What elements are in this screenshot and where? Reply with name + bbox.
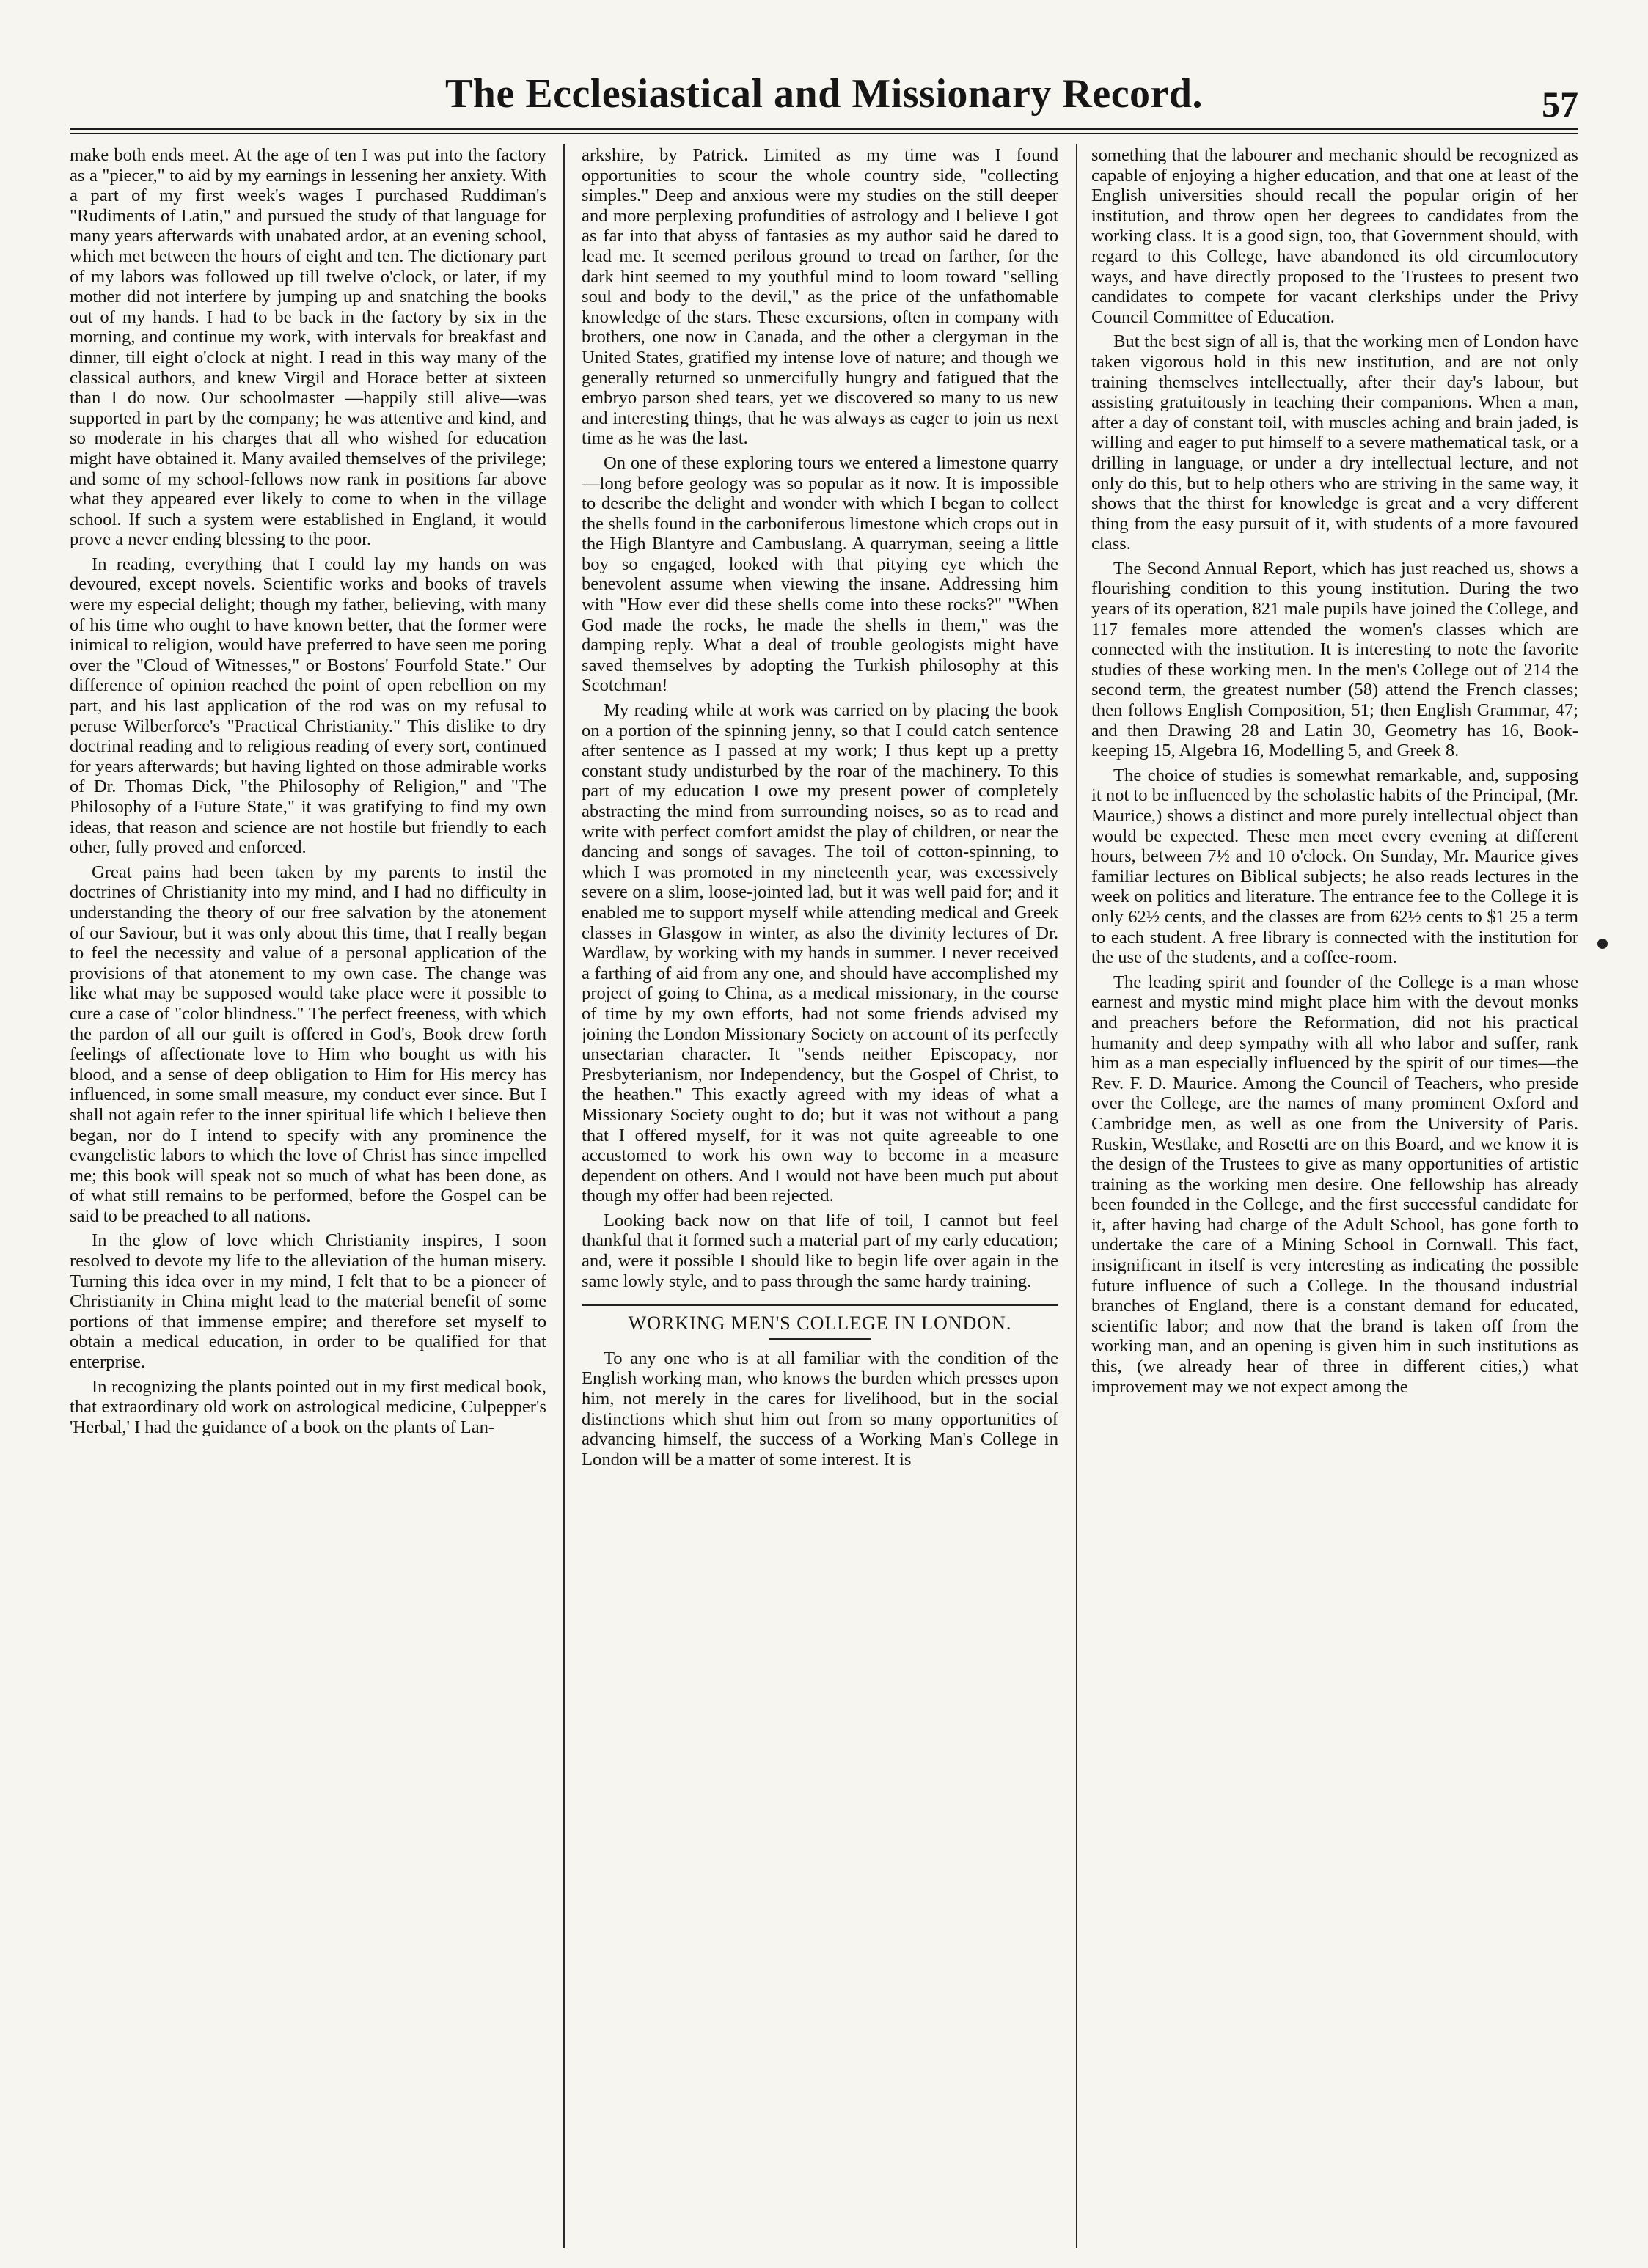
paragraph: In the glow of love which Christianity inspires, I soon resolved to devote my life to the alleviation of the human misery. Turning this idea over in my mind, I felt that to be a pioneer of Christianity in China might lead to the material benefit of some portions of that immense empire; and therefore set myself to obtain a medical education, in order to be qualified for that enterprise.	[70, 1230, 546, 1373]
section-rule	[582, 1304, 1058, 1306]
paragraph: make both ends meet. At the age of ten I was put into the factory as a "piecer," to aid by my earnings in lessening her anxiety. With a part of my first week's wages I purchased Ruddiman's "Rudiments of Latin," and pursued the study of that language for many years afterwards with unabated ardor, at an evening school, which met between the hours of eight and ten. The dictionary part of my labors was followed up till twelve o'clock, or later, if my mother did not interfere by jumping up and snatching the books out of my hands. I had to be back in the factory by six in the morning, and continue my work, with intervals for breakfast and dinner, till eight o'clock at night. I read in this way many of the classical authors, and knew Virgil and Horace better at sixteen than I do now. Our schoolmaster —happily still alive—was supported in part by the company; he was attentive and kind, and so moderate in his charges that all who wished for education might have obtained it. Many availed themselves of the privilege; and some of my school-fellows now rank in positions far above what they appeared ever likely to come to when in the village school. If such a system were established in England, it would prove a never ending blessing to the poor.	[70, 145, 546, 550]
paragraph: To any one who is at all familiar with the condition of the English working man, who knows the burden which presses upon him, not merely in the cares for livelihood, but in the social distinctions which shut him out from so many opportunities of advancing himself, the success of a Working Man's College in London will be a matter of some interest. It is	[582, 1348, 1058, 1469]
column-1	[70, 145, 546, 2250]
column-divider	[1076, 144, 1077, 2248]
section-rule-short	[769, 1338, 871, 1340]
paragraph: But the best sign of all is, that the working men of London have taken vigorous hold in this new institution, and are not only training themselves intellectually, after their day's labour, but assisting gratuitously in teaching their companions. When a man, after a day of constant toil, with muscles aching and brain jaded, is willing and eager to put himself to a severe mathematical task, or a drilling in language, or under a dry intellectual lecture, and not only do this, but to help others who are striving in the same way, it shows that the thirst for knowledge is great and a very different thing from the easy pursuit of it, with students of a more favoured class.	[1091, 331, 1578, 554]
paragraph: The leading spirit and founder of the College is a man whose earnest and mystic mind might place him with the devout monks and preachers before the Reformation, did not his practical humanity and deep sympathy with all who labor and suffer, rank him as a man especially influenced by the spirit of our times—the Rev. F. D. Maurice. Among the Council of Teachers, who preside over the College, are the names of many prominent Oxford and Cambridge men, as well as one from the University of Paris. Ruskin, Westlake, and Rosetti are on this Board, and we know it is the design of the Trustees to give as many opportunities of artistic training as the working men desire. One fellowship has already been founded in the College, and the first successful candidate for it, after having had charge of the Adult School, has gone forth to undertake the care of a Mining School in Cornwall. This fact, insignificant in itself is very interesting as indicating the possible future influence of such a College. In the thousand industrial branches of England, there is a constant demand for educated, scientific labor; and now that the brand is taken off from the working man, and an opening is given him in such institutions as this, (we already hear of three in different cities,) what improvement may we not expect among the	[1091, 972, 1578, 1397]
column-divider	[563, 144, 565, 2248]
paragraph: In recognizing the plants pointed out in my first medical book, that extraordinary old work on astrological medicine, Culpepper's 'Herbal,' I had the guidance of a book on the plants of Lan-	[70, 1376, 546, 1437]
paragraph: something that the labourer and mechanic should be recognized as capable of enjoying a higher education, and that one at least of the English universities should recall the popular origin of her institution, and throw open her degrees to candidates from the working class. It is a good sign, too, that Government should, with regard to this College, have abandoned its old circumlocutory ways, and have directly proposed to the Trustees to present two candidates to compete for vacant clerkships under the Privy Council Committee of Education.	[1091, 145, 1578, 327]
header-rule-thin	[70, 133, 1578, 134]
column-2	[582, 145, 1058, 2250]
paragraph: Looking back now on that life of toil, I cannot but feel thankful that it formed such a material part of my early education; and, were it possible I should like to begin life over again in the same lowly style, and to pass through the same hardy training.	[582, 1210, 1058, 1291]
section-heading: WORKING MEN'S COLLEGE IN LONDON.	[628, 1313, 1012, 1335]
paragraph: My reading while at work was carried on by placing the book on a portion of the spinning jenny, so that I could catch sentence after sentence as I passed at my work; I thus kept up a pretty constant study undisturbed by the roar of the machinery. To this part of my education I owe my present power of completely abstracting the mind from surrounding noises, so as to read and write with perfect comfort amidst the play of children, or near the dancing and songs of savages. The toil of cotton-spinning, to which I was promoted in my nineteenth year, was excessively severe on a slim, loose-jointed lad, but it was well paid for; and it enabled me to support myself while attending medical and Greek classes in Glasgow in winter, as also the divinity lectures of Dr. Wardlaw, by working with my hands in summer. I never received a farthing of aid from any one, and should have accomplished my project of going to China, as a medical missionary, in the course of time by my own efforts, had not some friends advised my joining the London Missionary Society on account of its perfectly unsectarian character. It "sends neither Episcopacy, nor Presbyterianism, nor Independency, but the Gospel of Christ, to the heathen." This exactly agreed with my ideas of what a Missionary Society ought to do; but it was not without a pang that I offered myself, for it was not quite agreeable to one accustomed to work his own way to become in a measure dependent on others. And I would not have been much put about though my offer had been rejected.	[582, 700, 1058, 1206]
paragraph: The choice of studies is somewhat remarkable, and, supposing it not to be influenced by the scholastic habits of the Principal, (Mr. Maurice,) shows a distinct and more purely intellectual object than would be expected. These men meet every evening at different hours, between 7½ and 10 o'clock. On Sunday, Mr. Maurice gives familiar lectures on Biblical subjects; he also reads lectures in the week on politics and literature. The entrance fee to the College it is only 62½ cents, and the classes are from 62½ cents to $1 25 a term to each student. A free library is connected with the institution for the use of the students, and a coffee-room.	[1091, 765, 1578, 968]
page-number: 57	[1542, 84, 1578, 125]
paragraph: In reading, everything that I could lay my hands on was devoured, except novels. Scientific works and books of travels were my especial delight; though my father, believing, with many of his time who ought to have known better, that the former were inimical to religion, would have preferred to have seen me poring over the "Cloud of Witnesses," or Bostons' Fourfold State." Our difference of opinion reached the point of open rebellion on my part, and his last application of the rod was on my refusal to peruse Wilberforce's "Practical Christianity." This dislike to dry doctrinal reading and to religious reading of every sort, continued for years afterwards; but having lighted on those admirable works of Dr. Thomas Dick, "the Philosophy of Religion," and "The Philosophy of a Future State," it was gratifying to find my own ideas, that reason and science are not hostile but friendly to each other, fully proved and enforced.	[70, 554, 546, 858]
paragraph: On one of these exploring tours we entered a limestone quarry—long before geology was so popular as it now. It is impossible to describe the delight and wonder with which I began to collect the shells found in the carboniferous limestone which crops out in the High Blantyre and Cambuslang. A quarryman, seeing a little boy so engaged, looked with that pitying eye which the benevolent assume when viewing the insane. Addressing him with "How ever did these shells come into these rocks?" "When God made the rocks, he made the shells in them," was the damping reply. What a deal of trouble geologists might have saved themselves by adopting the Turkish philosophy at this Scotchman!	[582, 452, 1058, 696]
paragraph: The Second Annual Report, which has just reached us, shows a flourishing condition to this young institution. During the two years of its operation, 821 male pupils have joined the College, and 117 females more attended the women's classes which are connected with the institution. It is interesting to note the favorite studies of these working men. In the men's College out of 214 the second term, the greatest number (58) attend the French classes; then follows English Composition, 51; then English Grammar, 47; and then Drawing 28 and Latin 30, Geometry has 16, Book-keeping 15, Algebra 16, Modelling 5, and Greek 8.	[1091, 558, 1578, 761]
paragraph: arkshire, by Patrick. Limited as my time was I found opportunities to scour the whole country side, "collecting simples." Deep and anxious were my studies on the still deeper and more perplexing profundities of astrology and I believe I got as far into that abyss of fantasies as my author said he dared to lead me. It seemed perilous ground to tread on farther, for the dark hint seemed to my youthful mind to loom toward "selling soul and body to the devil," as the price of the unfathomable knowledge of the stars. These excursions, often in company with brothers, one now in Canada, and the other a clergyman in the United States, gratified my intense love of nature; and though we generally returned so unmercifully hungry and fatigued that the embryo parson shed tears, yet we discovered so many to us new and interesting things, that he was always as eager to join us next time as he was the last.	[582, 145, 1058, 449]
ink-dot	[1597, 939, 1608, 949]
paragraph: Great pains had been taken by my parents to instil the doctrines of Christianity into my mind, and I had no difficulty in understanding the theory of our free salvation by the atonement of our Saviour, but it was only about this time, that I really began to feel the necessity and value of a personal application of the provisions of that atonement to my own case. The change was like what may be supposed would take place were it possible to cure a case of "color blindness." The perfect freeness, with which the pardon of all our guilt is offered in God's, Book drew forth feelings of affectionate love to Him who bought us with his blood, and a sense of deep obligation to Him for His mercy has influenced, in some small measure, my conduct ever since. But I shall not again refer to the inner spiritual life which I believe then began, nor do I intend to specify with any prominence the evangelistic labors to which the love of Christ has since impelled me; this book will speak not so much of what has been done, as of what still remains to be performed, before the Gospel can be said to be preached to all nations.	[70, 862, 546, 1226]
header-rule	[70, 128, 1578, 130]
page-header	[70, 70, 1578, 136]
page-title: The Ecclesiastical and Missionary Record.	[444, 71, 1204, 117]
column-3	[1091, 145, 1578, 2250]
